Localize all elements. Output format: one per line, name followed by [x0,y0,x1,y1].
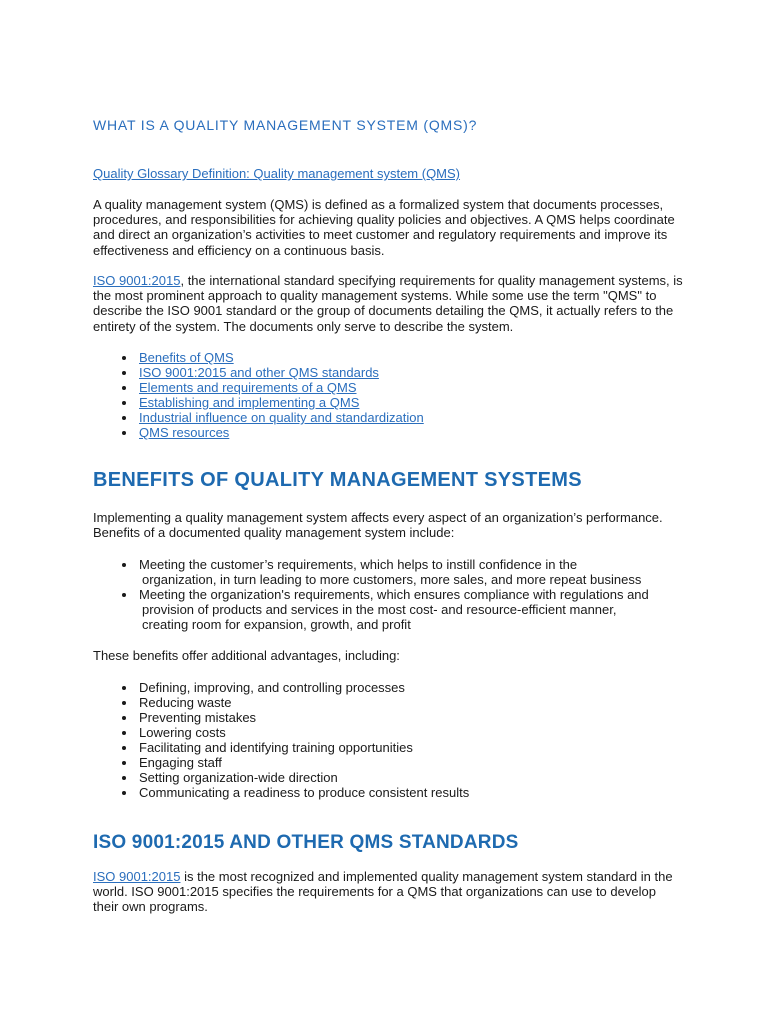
list-item: Preventing mistakes [122,710,682,725]
benefits-intro: Implementing a quality management system affects every aspect of an organization’s performance. Benefits of a documented quality management system include: [93,510,663,541]
toc-link-establishing[interactable]: Establishing and implementing a QMS [139,395,360,410]
toc-item [122,350,682,365]
toc-link-industrial[interactable]: Industrial influence on quality and standardization [139,410,424,425]
standards-paragraph [93,869,683,915]
list-item: Defining, improving, and controlling processes [122,680,682,695]
additional-intro: These benefits offer additional advantages, including: [93,648,400,663]
list-item: Lowering costs [122,725,682,740]
list-item: Meeting the organization's requirements, which ensures compliance with regulations and provision of products and services in the most cost- and resource-efficient manner, creating room for expansion, growth, and profit [122,587,682,632]
toc-item [122,395,682,410]
toc-link-resources[interactable]: QMS resources [139,425,230,440]
iso-paragraph-text: , the international standard specifying requirements for quality management systems, is the most prominent approach to quality management systems. While some use the term "QMS" to describe the ISO 9001 standard or the group of documents detailing the QMS, it actually refers to the entirety of the system. The documents only serve to describe the system. [93,273,683,334]
list-item: Reducing waste [122,695,682,710]
standards-heading: ISO 9001:2015 AND OTHER QMS STANDARDS [93,832,519,853]
benefits-heading: BENEFITS OF QUALITY MANAGEMENT SYSTEMS [93,469,582,491]
toc-item [122,410,682,425]
list-item: Meeting the customer’s requirements, which helps to instill confidence in the organization, in turn leading to more customers, more sales, and more repeat business [122,557,682,587]
toc-item [122,380,682,395]
toc-link-standards[interactable]: ISO 9001:2015 and other QMS standards [139,365,379,380]
iso-paragraph [93,273,683,334]
glossary-link[interactable]: Quality Glossary Definition: Quality management system (QMS) [93,166,461,181]
list-item: Facilitating and identifying training opportunities [122,740,682,755]
list-item: Setting organization-wide direction [122,770,682,785]
glossary-link-row [93,166,683,181]
toc-link-benefits[interactable]: Benefits of QMS [139,350,234,365]
iso-9001-standard-link[interactable]: ISO 9001:2015 [93,869,181,884]
iso-9001-link[interactable]: ISO 9001:2015 [93,273,181,288]
benefits-list [122,557,682,632]
list-item: Communicating a readiness to produce consistent results [122,785,682,800]
toc-item [122,425,682,440]
intro-paragraph: A quality management system (QMS) is defined as a formalized system that documents processes, procedures, and responsibilities for achieving quality policies and objectives. A QMS helps coordinate and direct an organization’s activities to meet customer and regulatory requirements and improve its effectiveness and efficiency on a continuous basis. [93,197,675,258]
toc-link-elements[interactable]: Elements and requirements of a QMS [139,380,357,395]
additional-benefits-list [122,680,682,800]
standards-text: is the most recognized and implemented quality management system standard in the world. ISO 9001:2015 specifies the requirements for a QMS that organizations can use to develop their own programs. [93,869,673,915]
table-of-contents [122,350,682,440]
toc-item [122,365,682,380]
list-item: Engaging staff [122,755,682,770]
page-title: WHAT IS A QUALITY MANAGEMENT SYSTEM (QMS)? [93,117,478,133]
